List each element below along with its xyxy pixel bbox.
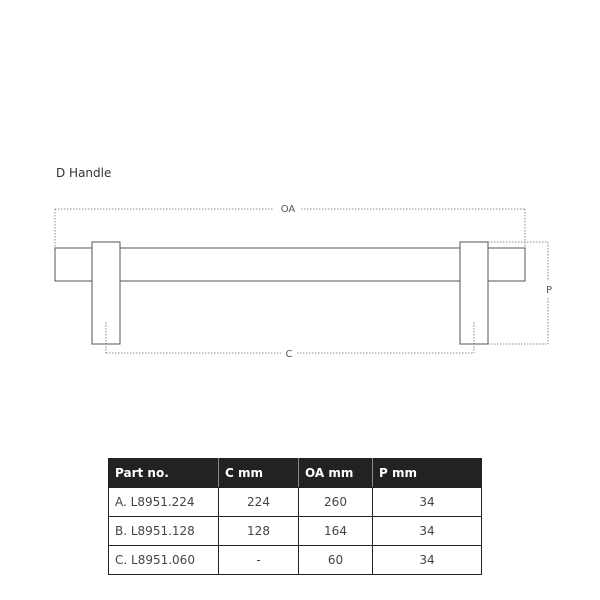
cell-c-mm: - — [219, 546, 299, 575]
cell-c-mm: 128 — [219, 517, 299, 546]
table-row — [109, 546, 482, 575]
cell-part-no: B. L8951.128 — [109, 517, 219, 546]
handle-bar — [55, 248, 525, 281]
p-label: P — [545, 285, 553, 296]
table-row — [109, 517, 482, 546]
cell-part-no: A. L8951.224 — [109, 488, 219, 517]
table-header-row — [109, 459, 482, 488]
table-row — [109, 488, 482, 517]
cell-oa-mm: 60 — [299, 546, 373, 575]
drawing-title: D Handle — [56, 166, 112, 180]
c-label: C — [285, 349, 293, 360]
header-oa-mm: OA mm — [299, 459, 373, 488]
header-part-no: Part no. — [109, 459, 219, 488]
header-c-mm: C mm — [219, 459, 299, 488]
cell-oa-mm: 260 — [299, 488, 373, 517]
cell-part-no: C. L8951.060 — [109, 546, 219, 575]
cell-c-mm: 224 — [219, 488, 299, 517]
spec-table — [108, 458, 482, 575]
cell-oa-mm: 164 — [299, 517, 373, 546]
cell-p-mm: 34 — [373, 546, 482, 575]
cell-p-mm: 34 — [373, 488, 482, 517]
oa-label: OA — [280, 204, 296, 215]
header-p-mm: P mm — [373, 459, 482, 488]
cell-p-mm: 34 — [373, 517, 482, 546]
